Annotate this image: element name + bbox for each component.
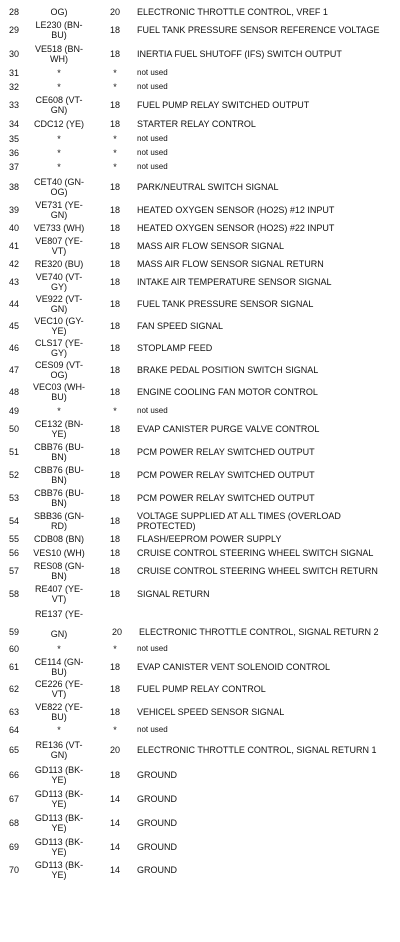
circuit-function: ELECTRONIC THROTTLE CONTROL, SIGNAL RETURN 2: [139, 627, 379, 637]
circuit-function: ELECTRONIC THROTTLE CONTROL, VREF 1: [137, 6, 328, 17]
circuit-function: not used: [137, 82, 168, 91]
wire-gauge: 18: [109, 661, 120, 672]
circuit-function: SIGNAL RETURN: [137, 589, 210, 599]
wire-gauge: *: [113, 82, 117, 92]
pin-number: 36: [8, 148, 19, 158]
circuit-function: FUEL TANK PRESSURE SENSOR REFERENCE VOLTAGE: [137, 25, 380, 35]
circuit-code: RE137 (YE- GN): [34, 609, 84, 639]
wire-gauge: 20: [109, 6, 120, 17]
pin-table: [0, 4, 400, 881]
pin-row: [0, 440, 400, 464]
circuit-code: GD113 (BK- YE): [34, 765, 84, 785]
pin-number: 33: [8, 100, 19, 110]
pin-row: [0, 859, 400, 881]
pin-number: 30: [8, 48, 19, 59]
circuit-function: PCM POWER RELAY SWITCHED OUTPUT: [137, 447, 315, 457]
pin-row: [0, 66, 400, 80]
pin-row: [0, 532, 400, 545]
pin-row: [0, 94, 400, 116]
pin-number: 46: [8, 343, 19, 353]
pin-row: [0, 642, 400, 656]
pin-row: [0, 337, 400, 359]
circuit-function: CRUISE CONTROL STEERING WHEEL SWITCH RETURN: [137, 565, 378, 576]
circuit-code: VE518 (BN- WH): [34, 43, 84, 64]
circuit-function: PCM POWER RELAY SWITCHED OUTPUT: [137, 470, 315, 480]
pin-row: [0, 160, 400, 174]
pin-row: [0, 381, 400, 403]
pin-row: [0, 701, 400, 723]
circuit-function: STARTER RELAY CONTROL: [137, 119, 256, 129]
circuit-code: CBB76 (BU- BN): [34, 465, 84, 485]
pin-row: [0, 787, 400, 811]
pin-number: 35: [8, 134, 19, 144]
wire-gauge: *: [113, 405, 117, 416]
pin-number: 70: [8, 865, 19, 875]
circuit-code: *: [57, 405, 61, 416]
circuit-code: VES10 (WH): [33, 547, 85, 558]
circuit-function: not used: [137, 162, 168, 171]
wire-gauge: 18: [109, 493, 120, 503]
pin-row: [0, 293, 400, 315]
circuit-function: VEHICEL SPEED SENSOR SIGNAL: [137, 707, 285, 717]
pin-number: 64: [8, 725, 19, 735]
wire-gauge: 18: [109, 343, 120, 353]
pin-row: [0, 607, 400, 642]
wire-gauge: 18: [109, 547, 120, 558]
circuit-function: not used: [137, 68, 168, 77]
wire-gauge: 18: [109, 447, 120, 457]
pin-row: [0, 80, 400, 94]
pin-number: 65: [8, 745, 19, 755]
circuit-code: RES08 (GN- BN): [33, 560, 85, 581]
circuit-function: ENGINE COOLING FAN MOTOR CONTROL: [137, 387, 318, 397]
pin-number: 28: [8, 6, 19, 17]
pin-number: 41: [8, 241, 19, 251]
pin-number: 63: [8, 707, 19, 717]
circuit-function: FLASH/EEPROM POWER SUPPLY: [137, 533, 282, 544]
pin-row: [0, 464, 400, 486]
circuit-function: MASS AIR FLOW SENSOR SIGNAL RETURN: [137, 259, 324, 269]
wire-gauge: 18: [109, 565, 120, 576]
wire-gauge: 18: [109, 299, 120, 309]
pin-row: [0, 271, 400, 293]
wire-gauge: 14: [109, 842, 120, 852]
pin-number: 49: [8, 405, 19, 416]
pin-row: [0, 811, 400, 835]
pin-row: [0, 737, 400, 763]
pin-number: 32: [8, 82, 19, 92]
wire-gauge: *: [113, 134, 117, 144]
circuit-code: RE136 (VT- GN): [35, 740, 83, 760]
pin-number: 54: [8, 516, 19, 526]
circuit-function: FUEL PUMP RELAY CONTROL: [137, 684, 266, 694]
pin-row: [0, 221, 400, 235]
pin-number: 68: [8, 818, 19, 828]
wire-gauge: 18: [109, 770, 120, 780]
pin-row: [0, 677, 400, 701]
wire-gauge: *: [113, 68, 117, 78]
circuit-function: PCM POWER RELAY SWITCHED OUTPUT: [137, 493, 315, 503]
circuit-function: FUEL TANK PRESSURE SENSOR SIGNAL: [137, 299, 314, 309]
circuit-function: not used: [137, 148, 168, 157]
circuit-function: not used: [137, 134, 168, 143]
pin-row: [0, 656, 400, 677]
circuit-code: CBB76 (BU- BN): [34, 488, 84, 508]
pin-row: [0, 581, 400, 607]
wire-gauge: 14: [109, 818, 120, 828]
pin-number: 67: [8, 794, 19, 804]
pin-number: 52: [8, 470, 19, 480]
pin-row: [0, 19, 400, 41]
circuit-code: *: [57, 148, 61, 158]
circuit-function: INERTIA FUEL SHUTOFF (IFS) SWITCH OUTPUT: [137, 48, 342, 59]
circuit-code: CE132 (BN- YE): [34, 419, 84, 439]
pin-number: 60: [8, 644, 19, 654]
circuit-code: *: [57, 162, 61, 172]
wire-gauge: 18: [109, 516, 120, 526]
circuit-function: STOPLAMP FEED: [137, 343, 213, 353]
pin-row: [0, 403, 400, 418]
wire-gauge: 18: [109, 470, 120, 480]
pin-number: 56: [8, 547, 19, 558]
wire-gauge: 20: [111, 627, 122, 637]
circuit-code: CE226 (YE- VT): [34, 679, 84, 699]
wire-gauge: 18: [109, 223, 120, 233]
circuit-function: GROUND: [137, 818, 177, 828]
pin-row: [0, 315, 400, 337]
circuit-code: GD113 (BK- YE): [34, 813, 84, 833]
pin-number: 59: [8, 627, 19, 637]
pin-number: 51: [8, 447, 19, 457]
circuit-function: VOLTAGE SUPPLIED AT ALL TIMES (OVERLOAD PROTECTED): [137, 511, 341, 531]
wire-gauge: 14: [109, 865, 120, 875]
circuit-function: FUEL PUMP RELAY SWITCHED OUTPUT: [137, 100, 310, 110]
circuit-code: CE114 (GN- BU): [34, 656, 84, 677]
circuit-function: not used: [137, 644, 168, 653]
pin-number: 40: [8, 223, 19, 233]
circuit-code: SBB36 (GN- RD): [33, 511, 84, 531]
pin-row: [0, 545, 400, 560]
pin-number: 45: [8, 321, 19, 331]
circuit-code: RE407 (YE- VT): [34, 584, 84, 604]
wire-gauge: 18: [109, 277, 120, 287]
pin-row: [0, 418, 400, 440]
pin-number: 53: [8, 493, 19, 503]
pin-number: 66: [8, 770, 19, 780]
circuit-function: FAN SPEED SIGNAL: [137, 321, 224, 331]
pin-number: 48: [8, 387, 19, 397]
circuit-code: CET40 (GN- OG): [33, 176, 84, 197]
pin-row: [0, 723, 400, 737]
pin-number: 61: [8, 661, 19, 672]
pin-row: [0, 235, 400, 257]
wire-gauge: 18: [109, 684, 120, 694]
wire-gauge: 18: [109, 259, 120, 269]
circuit-function: HEATED OXYGEN SENSOR (HO2S) #22 INPUT: [137, 223, 335, 233]
wire-gauge: 18: [109, 48, 120, 59]
wire-gauge: *: [113, 148, 117, 158]
wire-gauge: 18: [109, 424, 120, 434]
pin-number: 62: [8, 684, 19, 694]
circuit-function: not used: [137, 725, 168, 734]
pin-row: [0, 174, 400, 199]
circuit-code: VEC03 (WH- BU): [32, 382, 85, 402]
pin-row: [0, 199, 400, 221]
wire-gauge: 18: [109, 241, 120, 251]
pin-row: [0, 257, 400, 271]
pin-row: [0, 510, 400, 532]
pin-number: 29: [8, 25, 19, 35]
pin-number: 42: [8, 259, 19, 269]
circuit-code: *: [57, 82, 61, 92]
circuit-function: CRUISE CONTROL STEERING WHEEL SWITCH SIGNAL: [137, 547, 374, 558]
circuit-code: CES09 (VT- OG): [34, 360, 83, 380]
circuit-code: GD113 (BK- YE): [34, 837, 84, 857]
pin-number: 47: [8, 365, 19, 375]
circuit-code: LE230 (BN- BU): [35, 20, 83, 40]
circuit-function: GROUND: [137, 842, 177, 852]
wire-gauge: 18: [109, 707, 120, 717]
circuit-code: VE740 (VT- GY): [35, 272, 83, 292]
circuit-code: OG): [50, 6, 68, 17]
circuit-code: RE320 (BU): [34, 259, 84, 269]
circuit-code: CE608 (VT- GN): [35, 95, 83, 115]
wire-gauge: 18: [109, 365, 120, 375]
pin-number: 58: [8, 589, 19, 599]
circuit-code: GD113 (BK- YE): [34, 789, 84, 809]
pin-row: [0, 560, 400, 581]
pin-number: 39: [8, 205, 19, 215]
circuit-code: CDC12 (YE): [33, 119, 84, 129]
pin-number: 31: [8, 68, 19, 78]
circuit-function: not used: [137, 405, 168, 415]
pin-number: 55: [8, 533, 19, 544]
circuit-code: CBB76 (BU- BN): [34, 442, 84, 462]
pin-number: 43: [8, 277, 19, 287]
pin-number: 69: [8, 842, 19, 852]
circuit-function: EVAP CANISTER VENT SOLENOID CONTROL: [137, 661, 331, 672]
circuit-function: HEATED OXYGEN SENSOR (HO2S) #12 INPUT: [137, 205, 335, 215]
circuit-function: BRAKE PEDAL POSITION SWITCH SIGNAL: [137, 365, 319, 375]
pin-row: [0, 146, 400, 160]
wire-gauge: 18: [109, 181, 120, 192]
wire-gauge: 20: [109, 745, 120, 755]
wire-gauge: *: [113, 644, 117, 654]
pin-number: 44: [8, 299, 19, 309]
circuit-function: GROUND: [137, 794, 177, 804]
circuit-code: *: [57, 134, 61, 144]
pin-number: 37: [8, 162, 19, 172]
wire-gauge: 18: [109, 321, 120, 331]
pin-row: [0, 763, 400, 787]
pin-row: [0, 4, 400, 19]
circuit-code: *: [57, 68, 61, 78]
circuit-code: GD113 (BK- YE): [34, 860, 84, 880]
pin-row: [0, 41, 400, 66]
circuit-code: *: [57, 644, 61, 654]
circuit-function: GROUND: [137, 770, 177, 780]
wire-gauge: 18: [109, 25, 120, 35]
wire-gauge: 14: [109, 794, 120, 804]
wire-gauge: 18: [109, 119, 120, 129]
pin-row: [0, 116, 400, 132]
pin-row: [0, 359, 400, 381]
wire-gauge: 18: [109, 100, 120, 110]
wire-gauge: 18: [109, 533, 120, 544]
circuit-code: VE731 (YE- GN): [35, 200, 83, 220]
circuit-function: MASS AIR FLOW SENSOR SIGNAL: [137, 241, 285, 251]
pin-number: 57: [8, 565, 19, 576]
pin-number: 34: [8, 119, 19, 129]
circuit-function: INTAKE AIR TEMPERATURE SENSOR SIGNAL: [137, 277, 332, 287]
wire-gauge: 18: [109, 205, 120, 215]
circuit-function: GROUND: [137, 865, 177, 875]
circuit-code: *: [57, 725, 61, 735]
circuit-code: CDB08 (BN): [33, 533, 84, 544]
circuit-code: VE807 (YE- VT): [35, 236, 83, 256]
circuit-code: VEC10 (GY- YE): [34, 316, 84, 336]
circuit-function: EVAP CANISTER PURGE VALVE CONTROL: [137, 424, 320, 434]
circuit-function: ELECTRONIC THROTTLE CONTROL, SIGNAL RETURN 1: [137, 745, 377, 755]
circuit-code: CLS17 (YE- GY): [34, 338, 84, 358]
pin-number: 38: [8, 181, 19, 192]
circuit-function: PARK/NEUTRAL SWITCH SIGNAL: [137, 181, 279, 192]
pin-number: 50: [8, 424, 19, 434]
wire-gauge: *: [113, 725, 117, 735]
pin-row: [0, 486, 400, 510]
pin-row: [0, 132, 400, 146]
wire-gauge: 18: [109, 387, 120, 397]
circuit-code: VE922 (VT- GN): [35, 294, 83, 314]
circuit-code: VE733 (WH): [33, 223, 85, 233]
circuit-code: VE822 (YE- BU): [35, 702, 83, 722]
wire-gauge: *: [113, 162, 117, 172]
pin-row: [0, 835, 400, 859]
wire-gauge: 18: [109, 589, 120, 599]
